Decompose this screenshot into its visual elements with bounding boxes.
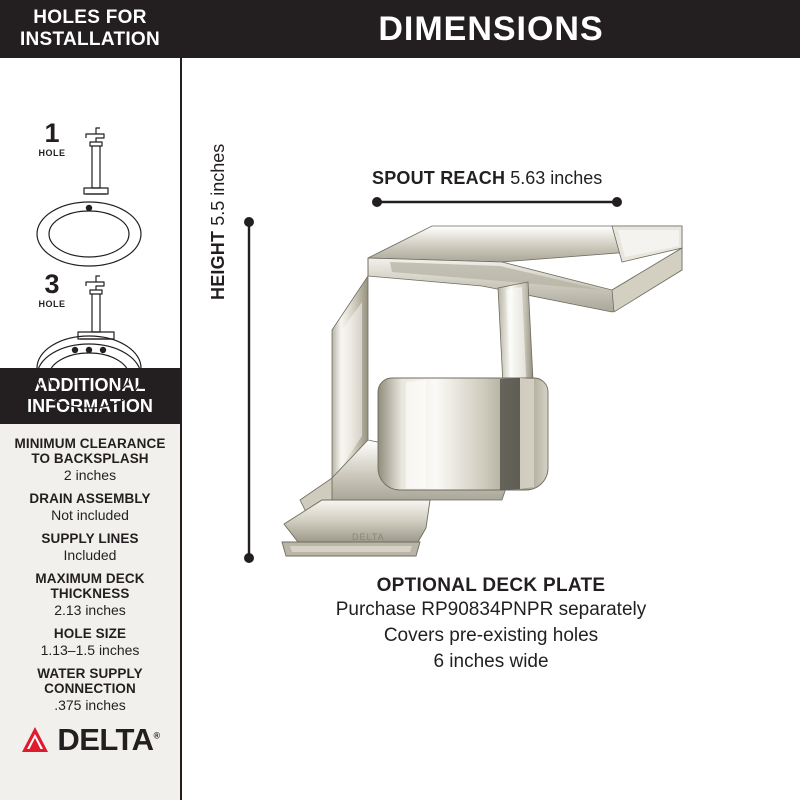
holes-for-installation-header xyxy=(0,0,180,58)
info-item xyxy=(6,666,174,714)
delta-logo xyxy=(0,722,180,758)
deck-plate-title: OPTIONAL DECK PLATE xyxy=(376,575,606,596)
info-label: MAXIMUM DECK THICKNESS xyxy=(35,571,145,601)
deck-plate-line-2: Covers pre-existing holes xyxy=(383,625,599,646)
deck-plate-line-1: Purchase RP90834PNPR separately xyxy=(335,599,647,620)
additional-header-line-1: ADDITIONAL xyxy=(34,375,146,395)
info-label: SUPPLY LINES xyxy=(41,531,139,546)
height-dimension-line xyxy=(244,217,254,563)
three-hole-sink xyxy=(0,58,182,458)
page-title-text: DIMENSIONS xyxy=(378,9,604,48)
info-item xyxy=(6,571,174,619)
info-value: 1.13–1.5 inches xyxy=(40,642,140,658)
info-item xyxy=(6,531,174,564)
sidebar xyxy=(0,0,182,800)
info-label: HOLE SIZE xyxy=(53,626,127,641)
info-value: Included xyxy=(63,547,117,563)
info-label: MINIMUM CLEARANCE TO BACKSPLASH xyxy=(14,436,166,466)
height-value: 5.5 inches xyxy=(208,143,228,226)
info-value: 2 inches xyxy=(63,467,117,483)
holes-header-line-2: INSTALLATION xyxy=(19,29,161,50)
deck-plate-caption xyxy=(182,575,800,675)
additional-info-list xyxy=(0,424,180,714)
info-value: 2.13 inches xyxy=(54,602,126,618)
hole-count-3: 3 HOLE xyxy=(38,269,66,309)
spout-reach-label-text: SPOUT REACH xyxy=(372,168,506,188)
height-label-text: HEIGHT xyxy=(208,230,228,300)
info-value: .375 inches xyxy=(54,697,126,713)
info-value: Not included xyxy=(51,507,129,523)
holes-illustrations xyxy=(0,58,180,368)
delta-triangle-icon xyxy=(20,725,50,755)
additional-header-line-2: INFORMATION xyxy=(27,396,153,416)
holes-header-line-1: HOLES FOR xyxy=(33,7,147,28)
faucet-body xyxy=(282,226,682,556)
info-item xyxy=(6,626,174,659)
spout-reach-value: 5.63 inches xyxy=(510,168,603,188)
faucet-drawing xyxy=(182,0,800,800)
info-label: DRAIN ASSEMBLY xyxy=(29,491,151,506)
info-item xyxy=(6,491,174,524)
info-label: WATER SUPPLY CONNECTION xyxy=(37,666,143,696)
deck-plate-line-3: 6 inches wide xyxy=(433,651,549,672)
main-panel xyxy=(182,0,800,800)
hole-count-1: 1 HOLE xyxy=(38,118,66,158)
svg-text:DELTA: DELTA xyxy=(352,532,385,542)
spout-reach-dimension-line xyxy=(372,197,622,207)
delta-wordmark: DELTA® xyxy=(57,722,160,757)
